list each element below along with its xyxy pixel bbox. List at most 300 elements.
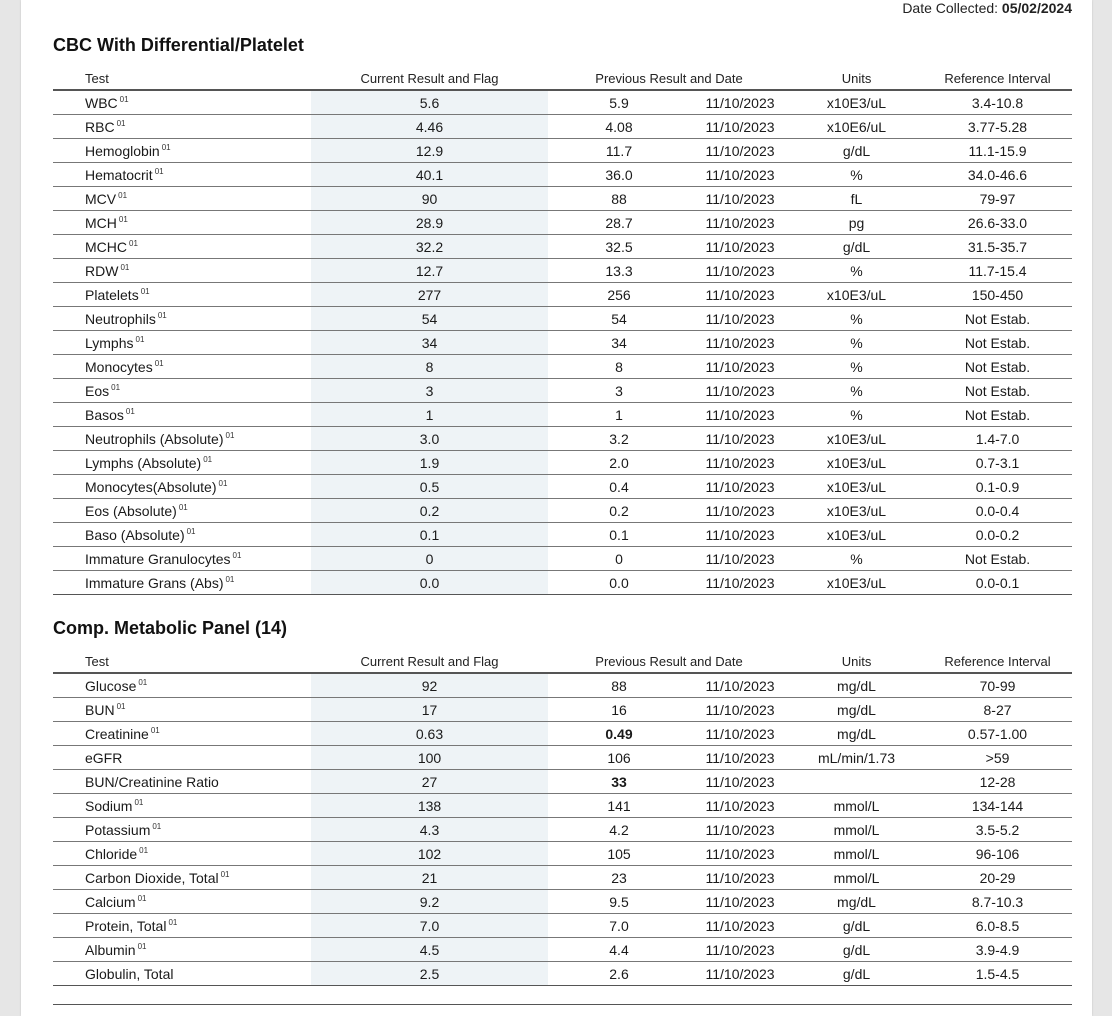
units-cell	[790, 914, 923, 938]
units-cell-text: g/dL	[842, 965, 871, 982]
reference-interval-cell	[923, 962, 1072, 986]
reference-interval-cell	[923, 523, 1072, 547]
previous-date-cell	[690, 499, 790, 523]
header-units: Units	[790, 650, 923, 673]
lab-code-flag: 01	[111, 382, 121, 392]
previous-date-cell	[690, 235, 790, 259]
previous-result-cell-text: 28.7	[605, 214, 633, 231]
current-result-cell-text: 1.9	[419, 454, 440, 471]
units-cell	[790, 746, 923, 770]
cbc-results-table	[53, 67, 1072, 595]
test-name-cell-text: BUN	[85, 701, 115, 718]
reference-interval-cell	[923, 770, 1072, 794]
reference-interval-cell-text: Not Estab.	[964, 310, 1031, 327]
previous-result-cell-text: 11.7	[605, 142, 633, 159]
previous-date-cell-text: 11/10/2023	[705, 502, 775, 519]
previous-result-cell	[548, 938, 690, 962]
previous-date-cell-text: 11/10/2023	[705, 845, 775, 862]
reference-interval-cell	[923, 499, 1072, 523]
previous-result-cell-text: 4.4	[609, 941, 629, 958]
table-row	[53, 115, 1072, 139]
table-row	[53, 722, 1072, 746]
units-cell	[790, 842, 923, 866]
test-name-cell	[53, 571, 311, 595]
current-result-cell-text: 92	[421, 677, 438, 694]
current-result-cell-text: 32.2	[415, 238, 444, 255]
previous-result-cell-text: 34	[611, 334, 627, 351]
lab-code-flag: 01	[225, 574, 235, 584]
test-name-cell	[53, 722, 311, 746]
test-name-cell-text: Basos	[85, 406, 124, 423]
table-row	[53, 866, 1072, 890]
reference-interval-cell-text: 3.5-5.2	[975, 821, 1020, 838]
table-row	[53, 355, 1072, 379]
previous-result-cell-text: 0.4	[609, 478, 629, 495]
reference-interval-cell-text: 11.7-15.4	[968, 262, 1027, 279]
current-result-cell-text: 5.6	[419, 94, 440, 111]
units-cell-text: mg/dL	[837, 893, 876, 910]
lab-code-flag: 01	[140, 286, 150, 296]
test-name-cell-text: Lymphs	[85, 334, 134, 351]
table-row	[53, 211, 1072, 235]
current-result-cell	[311, 235, 548, 259]
report-page	[21, 0, 1092, 1016]
previous-date-cell	[690, 90, 790, 115]
previous-date-cell	[690, 331, 790, 355]
table-row	[53, 794, 1072, 818]
previous-result-cell-text: 3.2	[609, 430, 629, 447]
lab-code-flag: 01	[232, 550, 242, 560]
current-result-cell-text: 1	[425, 406, 434, 423]
units-cell	[790, 379, 923, 403]
reference-interval-cell	[923, 866, 1072, 890]
reference-interval-cell-text: 1.5-4.5	[975, 965, 1020, 982]
units-cell-text: %	[850, 334, 863, 351]
units-cell	[790, 163, 923, 187]
units-cell-text: %	[850, 166, 863, 183]
test-name-cell	[53, 746, 311, 770]
previous-result-cell	[548, 770, 690, 794]
previous-result-cell	[548, 547, 690, 571]
previous-result-cell-text: 32.5	[605, 238, 633, 255]
current-result-cell	[311, 451, 548, 475]
previous-result-cell	[548, 914, 690, 938]
current-result-cell-text: 4.3	[419, 821, 440, 838]
current-result-cell-text: 12.9	[415, 142, 444, 159]
test-name-cell	[53, 283, 311, 307]
lab-code-flag: 01	[154, 358, 164, 368]
current-result-cell	[311, 307, 548, 331]
current-result-cell-text: 4.46	[415, 118, 444, 135]
current-result-cell-text: 90	[421, 190, 438, 207]
reference-interval-cell	[923, 331, 1072, 355]
current-result-cell	[311, 547, 548, 571]
previous-date-cell	[690, 187, 790, 211]
table-row	[53, 914, 1072, 938]
table-row	[53, 235, 1072, 259]
previous-date-cell-text: 11/10/2023	[705, 382, 775, 399]
previous-date-cell	[690, 938, 790, 962]
lab-code-flag: 01	[161, 142, 171, 152]
units-cell-text: x10E6/uL	[826, 118, 887, 135]
test-name-cell	[53, 187, 311, 211]
previous-date-cell	[690, 842, 790, 866]
section-title-cbc: CBC With Differential/Platelet	[53, 35, 304, 55]
reference-interval-cell-text: 6.0-8.5	[975, 917, 1020, 934]
current-result-cell	[311, 187, 548, 211]
table-row	[53, 403, 1072, 427]
reference-interval-cell-text: 1.4-7.0	[975, 430, 1020, 447]
test-name-cell	[53, 770, 311, 794]
previous-date-cell	[690, 794, 790, 818]
test-name-cell	[53, 523, 311, 547]
previous-date-cell-text: 11/10/2023	[705, 190, 775, 207]
reference-interval-cell-text: Not Estab.	[964, 358, 1031, 375]
table-row	[53, 331, 1072, 355]
reference-interval-cell-text: 150-450	[971, 286, 1024, 303]
test-name-cell	[53, 355, 311, 379]
units-cell-text: mg/dL	[837, 701, 876, 718]
lab-code-flag: 01	[203, 454, 213, 464]
previous-date-cell	[690, 259, 790, 283]
reference-interval-cell	[923, 307, 1072, 331]
previous-date-cell-text: 11/10/2023	[705, 965, 775, 982]
previous-date-cell-text: 11/10/2023	[705, 286, 775, 303]
table-row	[53, 698, 1072, 722]
previous-result-cell-text: 1	[615, 406, 623, 423]
test-name-cell	[53, 427, 311, 451]
previous-date-cell-text: 11/10/2023	[705, 310, 775, 327]
test-name-cell-text: Eos (Absolute)	[85, 502, 177, 519]
previous-result-cell-text: 4.08	[605, 118, 633, 135]
previous-date-cell	[690, 914, 790, 938]
reference-interval-cell-text: >59	[985, 749, 1010, 766]
lab-code-flag: 01	[220, 869, 230, 879]
test-name-cell-text: Potassium	[85, 821, 151, 838]
test-name-cell	[53, 235, 311, 259]
previous-result-cell-text: 2.6	[609, 965, 629, 982]
test-name-cell	[53, 818, 311, 842]
previous-result-cell-text: 0.49	[605, 725, 633, 742]
reference-interval-cell-text: 134-144	[971, 797, 1024, 814]
previous-date-cell-text: 11/10/2023	[705, 454, 775, 471]
table-row	[53, 818, 1072, 842]
previous-result-cell	[548, 794, 690, 818]
reference-interval-cell	[923, 259, 1072, 283]
units-cell-text: %	[850, 406, 863, 423]
previous-result-cell-text: 0.1	[609, 526, 629, 543]
reference-interval-cell-text: 96-106	[975, 845, 1020, 862]
previous-result-cell	[548, 890, 690, 914]
previous-result-cell	[548, 499, 690, 523]
lab-code-flag: 01	[225, 430, 235, 440]
previous-date-cell	[690, 475, 790, 499]
current-result-cell	[311, 571, 548, 595]
current-result-cell	[311, 283, 548, 307]
date-collected	[902, 0, 1072, 16]
reference-interval-cell	[923, 818, 1072, 842]
previous-date-cell	[690, 163, 790, 187]
previous-result-cell	[548, 818, 690, 842]
units-cell-text: x10E3/uL	[826, 502, 887, 519]
previous-date-cell-text: 11/10/2023	[705, 917, 775, 934]
current-result-cell	[311, 523, 548, 547]
table-header-row	[53, 650, 1072, 673]
test-name-cell-text: MCH	[85, 214, 117, 231]
current-result-cell-text: 3.0	[419, 430, 440, 447]
current-result-cell-text: 54	[421, 310, 438, 327]
test-name-cell	[53, 547, 311, 571]
reference-interval-cell	[923, 914, 1072, 938]
previous-date-cell-text: 11/10/2023	[705, 941, 775, 958]
units-cell-text: x10E3/uL	[826, 526, 887, 543]
units-cell	[790, 673, 923, 698]
current-result-cell-text: 4.5	[419, 941, 440, 958]
previous-result-cell	[548, 722, 690, 746]
table-row	[53, 427, 1072, 451]
test-name-cell-text: WBC	[85, 94, 118, 111]
lab-code-flag: 01	[168, 917, 178, 927]
units-cell	[790, 187, 923, 211]
previous-date-cell	[690, 211, 790, 235]
test-name-cell-text: Baso (Absolute)	[85, 526, 185, 543]
test-name-cell-text: Neutrophils	[85, 310, 156, 327]
test-name-cell-text: Sodium	[85, 797, 133, 814]
reference-interval-cell	[923, 403, 1072, 427]
reference-interval-cell-text: 3.77-5.28	[967, 118, 1028, 135]
test-name-cell-text: Glucose	[85, 677, 137, 694]
current-result-cell-text: 9.2	[419, 893, 440, 910]
current-result-cell	[311, 722, 548, 746]
units-cell	[790, 403, 923, 427]
units-cell	[790, 698, 923, 722]
previous-result-cell	[548, 331, 690, 355]
test-name-cell-text: Chloride	[85, 845, 138, 862]
units-cell-text: x10E3/uL	[826, 454, 887, 471]
current-result-cell	[311, 427, 548, 451]
current-result-cell	[311, 259, 548, 283]
current-result-cell	[311, 331, 548, 355]
current-result-cell	[311, 211, 548, 235]
lab-code-flag: 01	[157, 310, 167, 320]
units-cell-text: mg/dL	[837, 677, 876, 694]
units-cell	[790, 259, 923, 283]
previous-result-cell	[548, 451, 690, 475]
test-name-cell-text: Protein, Total	[85, 917, 167, 934]
previous-result-cell-text: 23	[611, 869, 627, 886]
previous-date-cell-text: 11/10/2023	[705, 677, 775, 694]
current-result-cell	[311, 403, 548, 427]
previous-result-cell-text: 106	[607, 749, 631, 766]
previous-date-cell-text: 11/10/2023	[705, 118, 775, 135]
reference-interval-cell	[923, 938, 1072, 962]
current-result-cell	[311, 866, 548, 890]
previous-date-cell-text: 11/10/2023	[705, 749, 775, 766]
current-result-cell-text: 3	[425, 382, 434, 399]
table-row	[53, 842, 1072, 866]
reference-interval-cell	[923, 163, 1072, 187]
reference-interval-cell	[923, 187, 1072, 211]
lab-code-flag: 01	[125, 406, 135, 416]
previous-result-cell	[548, 698, 690, 722]
previous-result-cell	[548, 90, 690, 115]
reference-interval-cell	[923, 890, 1072, 914]
previous-result-cell	[548, 307, 690, 331]
section-title-cmp: Comp. Metabolic Panel (14)	[53, 618, 288, 638]
table-row	[53, 890, 1072, 914]
previous-result-cell	[548, 379, 690, 403]
test-name-cell-text: Immature Granulocytes	[85, 550, 231, 567]
reference-interval-cell-text: 0.1-0.9	[975, 478, 1020, 495]
previous-date-cell	[690, 403, 790, 427]
current-result-cell-text: 0.0	[419, 574, 440, 591]
units-cell-text: %	[850, 358, 863, 375]
reference-interval-cell	[923, 451, 1072, 475]
lab-code-flag: 01	[135, 334, 145, 344]
test-name-cell-text: MCHC	[85, 238, 127, 255]
reference-interval-cell	[923, 355, 1072, 379]
table-row	[53, 187, 1072, 211]
previous-date-cell	[690, 307, 790, 331]
units-cell-text: %	[850, 550, 863, 567]
previous-date-cell	[690, 571, 790, 595]
previous-result-cell	[548, 427, 690, 451]
current-result-cell	[311, 938, 548, 962]
table-row	[53, 962, 1072, 986]
test-name-cell-text: Platelets	[85, 286, 139, 303]
table-header-row	[53, 67, 1072, 90]
reference-interval-cell	[923, 115, 1072, 139]
current-result-cell-text: 21	[421, 869, 438, 886]
units-cell	[790, 962, 923, 986]
test-name-cell	[53, 163, 311, 187]
previous-result-cell	[548, 235, 690, 259]
previous-result-cell-text: 9.5	[609, 893, 629, 910]
reference-interval-cell	[923, 90, 1072, 115]
current-result-cell	[311, 499, 548, 523]
lab-code-flag: 01	[154, 166, 164, 176]
table-row	[53, 259, 1072, 283]
table-row	[53, 770, 1072, 794]
reference-interval-cell-text: Not Estab.	[964, 382, 1031, 399]
units-cell	[790, 571, 923, 595]
previous-result-cell	[548, 211, 690, 235]
previous-result-cell-text: 0.2	[609, 502, 629, 519]
reference-interval-cell	[923, 842, 1072, 866]
previous-result-cell	[548, 355, 690, 379]
table-row	[53, 90, 1072, 115]
previous-date-cell	[690, 698, 790, 722]
lab-code-flag: 01	[134, 797, 144, 807]
current-result-cell-text: 100	[417, 749, 442, 766]
reference-interval-cell	[923, 547, 1072, 571]
test-name-cell	[53, 842, 311, 866]
reference-interval-cell	[923, 235, 1072, 259]
reference-interval-cell-text: 8.7-10.3	[971, 893, 1024, 910]
previous-date-cell	[690, 355, 790, 379]
reference-interval-cell-text: Not Estab.	[964, 406, 1031, 423]
lab-code-flag: 01	[218, 478, 228, 488]
previous-date-cell-text: 11/10/2023	[705, 797, 775, 814]
test-name-cell-text: Hematocrit	[85, 166, 153, 183]
current-result-cell	[311, 673, 548, 698]
reference-interval-cell	[923, 722, 1072, 746]
previous-date-cell-text: 11/10/2023	[705, 725, 775, 742]
previous-result-cell	[548, 673, 690, 698]
test-name-cell	[53, 259, 311, 283]
units-cell	[790, 722, 923, 746]
current-result-cell-text: 277	[417, 286, 442, 303]
reference-interval-cell	[923, 571, 1072, 595]
units-cell-text: %	[850, 382, 863, 399]
previous-date-cell-text: 11/10/2023	[705, 550, 775, 567]
current-result-cell	[311, 163, 548, 187]
units-cell	[790, 90, 923, 115]
test-name-cell-text: Monocytes(Absolute)	[85, 478, 217, 495]
current-result-cell	[311, 475, 548, 499]
reference-interval-cell-text: 26.6-33.0	[967, 214, 1028, 231]
previous-date-cell-text: 11/10/2023	[705, 358, 775, 375]
test-name-cell	[53, 139, 311, 163]
header-previous-result: Previous Result and Date	[548, 67, 790, 90]
units-cell-text: %	[850, 310, 863, 327]
units-cell	[790, 866, 923, 890]
units-cell	[790, 139, 923, 163]
lab-code-flag: 01	[116, 701, 126, 711]
previous-result-cell	[548, 962, 690, 986]
previous-date-cell-text: 11/10/2023	[705, 821, 775, 838]
previous-date-cell	[690, 379, 790, 403]
previous-result-cell-text: 54	[611, 310, 627, 327]
previous-date-cell	[690, 427, 790, 451]
test-name-cell	[53, 866, 311, 890]
table-row	[53, 746, 1072, 770]
previous-date-cell	[690, 547, 790, 571]
current-result-cell-text: 0.5	[419, 478, 440, 495]
reference-interval-cell-text: 0.0-0.4	[975, 502, 1020, 519]
previous-date-cell	[690, 818, 790, 842]
reference-interval-cell	[923, 283, 1072, 307]
test-name-cell-text: MCV	[85, 190, 117, 207]
previous-result-cell-text: 7.0	[609, 917, 629, 934]
lab-code-flag: 01	[137, 941, 147, 951]
current-result-cell-text: 102	[417, 845, 442, 862]
current-result-cell	[311, 842, 548, 866]
test-name-cell	[53, 499, 311, 523]
units-cell	[790, 770, 923, 794]
current-result-cell-text: 138	[417, 797, 442, 814]
lab-code-flag: 01	[139, 845, 149, 855]
current-result-cell	[311, 962, 548, 986]
units-cell	[790, 355, 923, 379]
previous-date-cell-text: 11/10/2023	[705, 773, 775, 790]
units-cell	[790, 307, 923, 331]
previous-date-cell	[690, 673, 790, 698]
units-cell-text: x10E3/uL	[826, 286, 887, 303]
test-name-cell-text: Eos	[85, 382, 110, 399]
previous-date-cell-text: 11/10/2023	[705, 574, 775, 591]
previous-result-cell-text: 88	[611, 677, 627, 694]
table-row	[53, 547, 1072, 571]
previous-date-cell	[690, 139, 790, 163]
lab-code-flag: 01	[119, 94, 129, 104]
reference-interval-cell-text: 11.1-15.9	[968, 142, 1027, 159]
date-collected-label: Date Collected:	[902, 0, 999, 16]
previous-date-cell-text: 11/10/2023	[705, 478, 775, 495]
reference-interval-cell-text: 3.4-10.8	[971, 94, 1024, 111]
table-row	[53, 571, 1072, 595]
previous-date-cell-text: 11/10/2023	[705, 406, 775, 423]
